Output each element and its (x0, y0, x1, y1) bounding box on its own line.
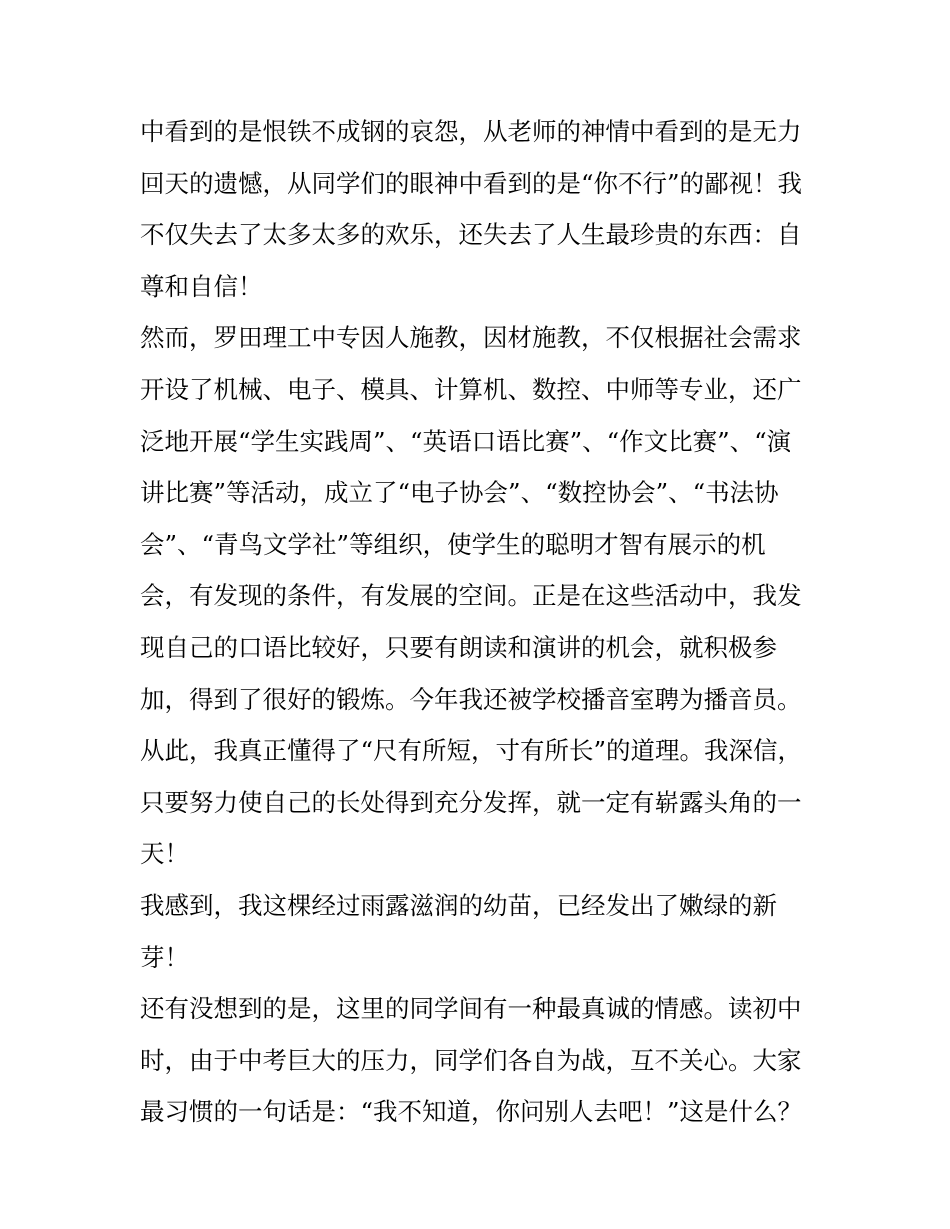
text-line: 回天的遗憾，从同学们的眼神中看到的是“你不行”的鄙视！我 (140, 168, 803, 198)
text-line: 天！ (140, 839, 189, 869)
text-line: 加，得到了很好的锻炼。今年我还被学校播音室聘为播音员。 (140, 684, 802, 714)
body-text (140, 106, 820, 1138)
text-line: 只要努力使自己的长处得到充分发挥，就一定有崭露头角的一 (140, 787, 802, 817)
text-line: 中看到的是恨铁不成钢的哀怨，从老师的神情中看到的是无力 (140, 117, 802, 146)
text-line: 从此，我真正懂得了“尺有所短，寸有所长”的道理。我深信， (140, 736, 803, 766)
text-line: 现自己的口语比较好，只要有朗读和演讲的机会，就积极参 (140, 632, 777, 662)
text-line: 讲比赛”等活动，成立了“电子协会”、“数控协会”、“书法协 (140, 478, 779, 508)
text-line: 会”、“青鸟文学社”等组织，使学生的聪明才智有展示的机 (140, 529, 766, 559)
text-line: 然而，罗田理工中专因人施教，因材施教，不仅根据社会需求 (140, 323, 802, 353)
text-line: 泛地开展“学生实践周”、“英语口语比赛”、“作文比赛”、“演 (140, 426, 792, 456)
text-line: 会，有发现的条件，有发展的空间。正是在这些活动中，我发 (140, 581, 802, 611)
text-line: 开设了机械、电子、模具、计算机、数控、中师等专业，还广 (140, 374, 802, 404)
text-line: 还有没想到的是，这里的同学间有一种最真诚的情感。读初中 (140, 994, 802, 1024)
text-line: 时，由于中考巨大的压力，同学们各自为战，互不关心。大家 (140, 1045, 802, 1075)
text-line: 不仅失去了太多太多的欢乐，还失去了人生最珍贵的东西：自 (140, 220, 802, 250)
text-line: 尊和自信！ (140, 271, 263, 301)
text-line: 我感到，我这棵经过雨露滋润的幼苗，已经发出了嫩绿的新 (140, 890, 777, 920)
text-line: 芽！ (140, 942, 189, 972)
text-line: 最习惯的一句话是：“我不知道，你问别人去吧！”这是什么？ (140, 1097, 803, 1127)
